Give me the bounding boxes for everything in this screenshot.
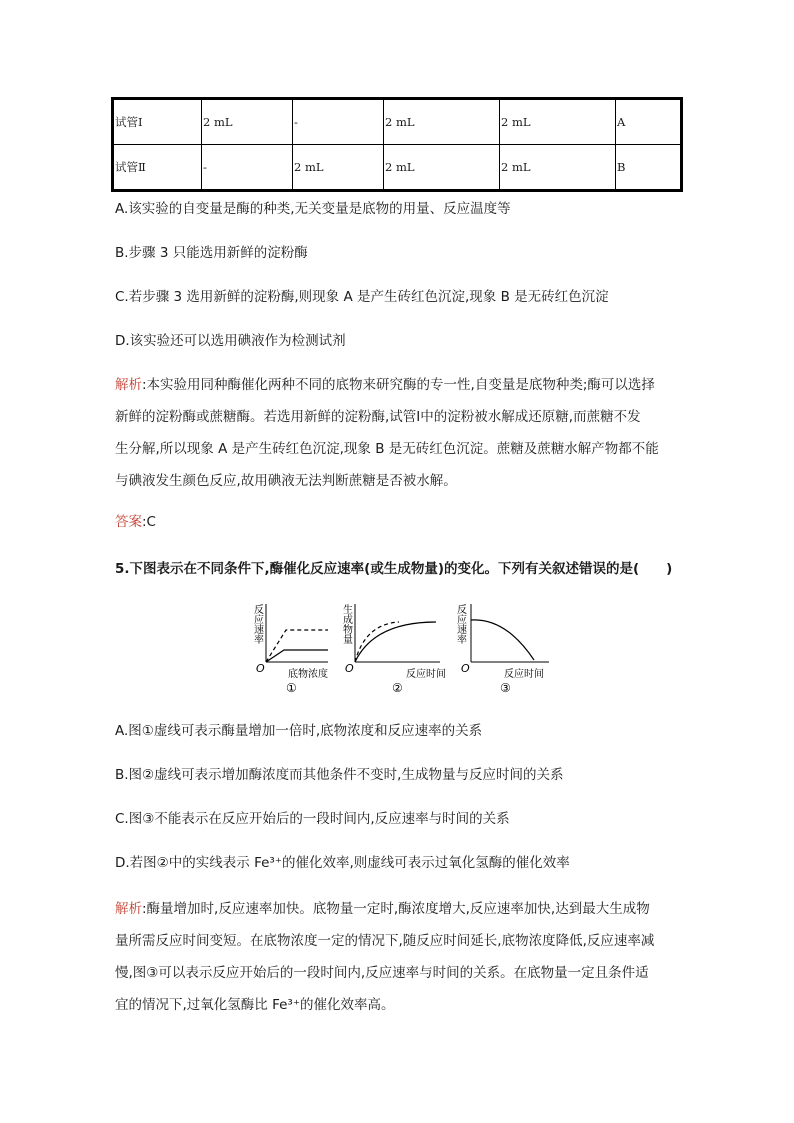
figure-2-solid-curve [355,622,436,662]
table-cell: 2 mL [500,145,616,191]
table-cell: 2 mL [384,145,500,191]
q5-stem: 5.下图表示在不同条件下,酶催化反应速率(或生成物量)的变化。下列有关叙述错误的是( ) [115,561,673,577]
q4-option-a: A.该实验的自变量是酶的种类,无关变量是底物的用量、反应温度等 [115,201,511,217]
table-cell: A [616,99,682,145]
figure-3-number: ③ [500,681,511,695]
figure-3 [455,603,550,695]
figure-2-xlabel: 反应时间 [406,669,446,680]
analysis-label: 解析 [115,377,142,393]
q4-answer [115,516,156,530]
figure-1-number: ① [286,681,297,695]
analysis-line: 量所需反应时间变短。在底物浓度一定的情况下,随反应时间延长,底物浓度降低,反应速率减 [115,933,655,949]
table-cell: 2 mL [500,99,616,145]
figure-3-xlabel: 反应时间 [504,669,544,680]
q5-figures [244,600,556,696]
analysis-line: :酶量增加时,反应速率加快。底物量一定时,酶浓度增大,反应速率加快,达到最大生成物 [142,901,650,917]
experiment-table [111,97,683,192]
table-cell: 试管Ⅱ [113,145,202,191]
figure-2-dashed-curve [355,622,399,662]
q5-option-a: A.图①虚线可表示酶量增加一倍时,底物浓度和反应速率的关系 [115,723,483,739]
figure-1-dashed-curve [266,630,328,662]
figure-1-ylabel: 反应速率 [251,604,263,644]
table-cell: - [202,145,293,191]
figure-1-xlabel: 底物浓度 [288,669,328,680]
figure-2-number: ② [392,681,403,695]
table-cell: 试管Ⅰ [113,99,202,145]
analysis-line: 慢,图③可以表示反应开始后的一段时间内,反应速率与时间的关系。在底物量一定且条件适 [115,965,649,981]
table-cell: B [616,145,682,191]
q4-option-b: B.步骤 3 只能选用新鲜的淀粉酶 [115,245,308,261]
figure-1-origin: O [256,662,265,675]
analysis-line: 生分解,所以现象 A 是产生砖红色沉淀,现象 B 是无砖红色沉淀。蔗糖及蔗糖水解产物都不能 [115,441,659,457]
table-cell: 2 mL [293,145,384,191]
figure-2-origin: O [345,662,354,675]
q4-option-c: C.若步骤 3 选用新鲜的淀粉酶,则现象 A 是产生砖红色沉淀,现象 B 是无砖红色沉淀 [115,289,609,305]
q4-analysis [115,369,687,497]
figure-2-ylabel: 生成物量 [340,604,352,644]
q5-analysis [115,893,687,1021]
table-cell: - [293,99,384,145]
figure-1 [252,603,329,695]
figure-1-solid-curve [266,650,328,662]
table-cell: 2 mL [202,99,293,145]
figure-2 [341,603,447,695]
figure-3-origin: O [461,662,470,675]
analysis-line: 宜的情况下,过氧化氢酶比 Fe³⁺的催化效率高。 [115,997,395,1013]
q5-option-c: C.图③不能表示在反应开始后的一段时间内,反应速率与时间的关系 [115,811,510,827]
table-row [113,99,682,145]
table-cell: 2 mL [384,99,500,145]
analysis-line: 与碘液发生颜色反应,故用碘液无法判断蔗糖是否被水解。 [115,473,457,489]
analysis-line: :本实验用同种酶催化两种不同的底物来研究酶的专一性,自变量是底物种类;酶可以选择 [142,377,655,393]
figure-3-curve [471,620,534,660]
answer-value: :C [142,514,156,530]
q5-option-b: B.图②虚线可表示增加酶浓度而其他条件不变时,生成物量与反应时间的关系 [115,767,564,783]
analysis-label: 解析 [115,901,142,917]
q4-option-d: D.该实验还可以选用碘液作为检测试剂 [115,333,346,349]
q5-option-d: D.若图②中的实线表示 Fe³⁺的催化效率,则虚线可表示过氧化氢酶的催化效率 [115,855,570,871]
answer-label: 答案 [115,514,142,530]
analysis-line: 新鲜的淀粉酶或蔗糖酶。若选用新鲜的淀粉酶,试管Ⅰ中的淀粉被水解成还原糖,而蔗糖不发 [115,409,641,425]
table-row [113,145,682,191]
figure-3-ylabel: 反应速率 [454,604,466,644]
